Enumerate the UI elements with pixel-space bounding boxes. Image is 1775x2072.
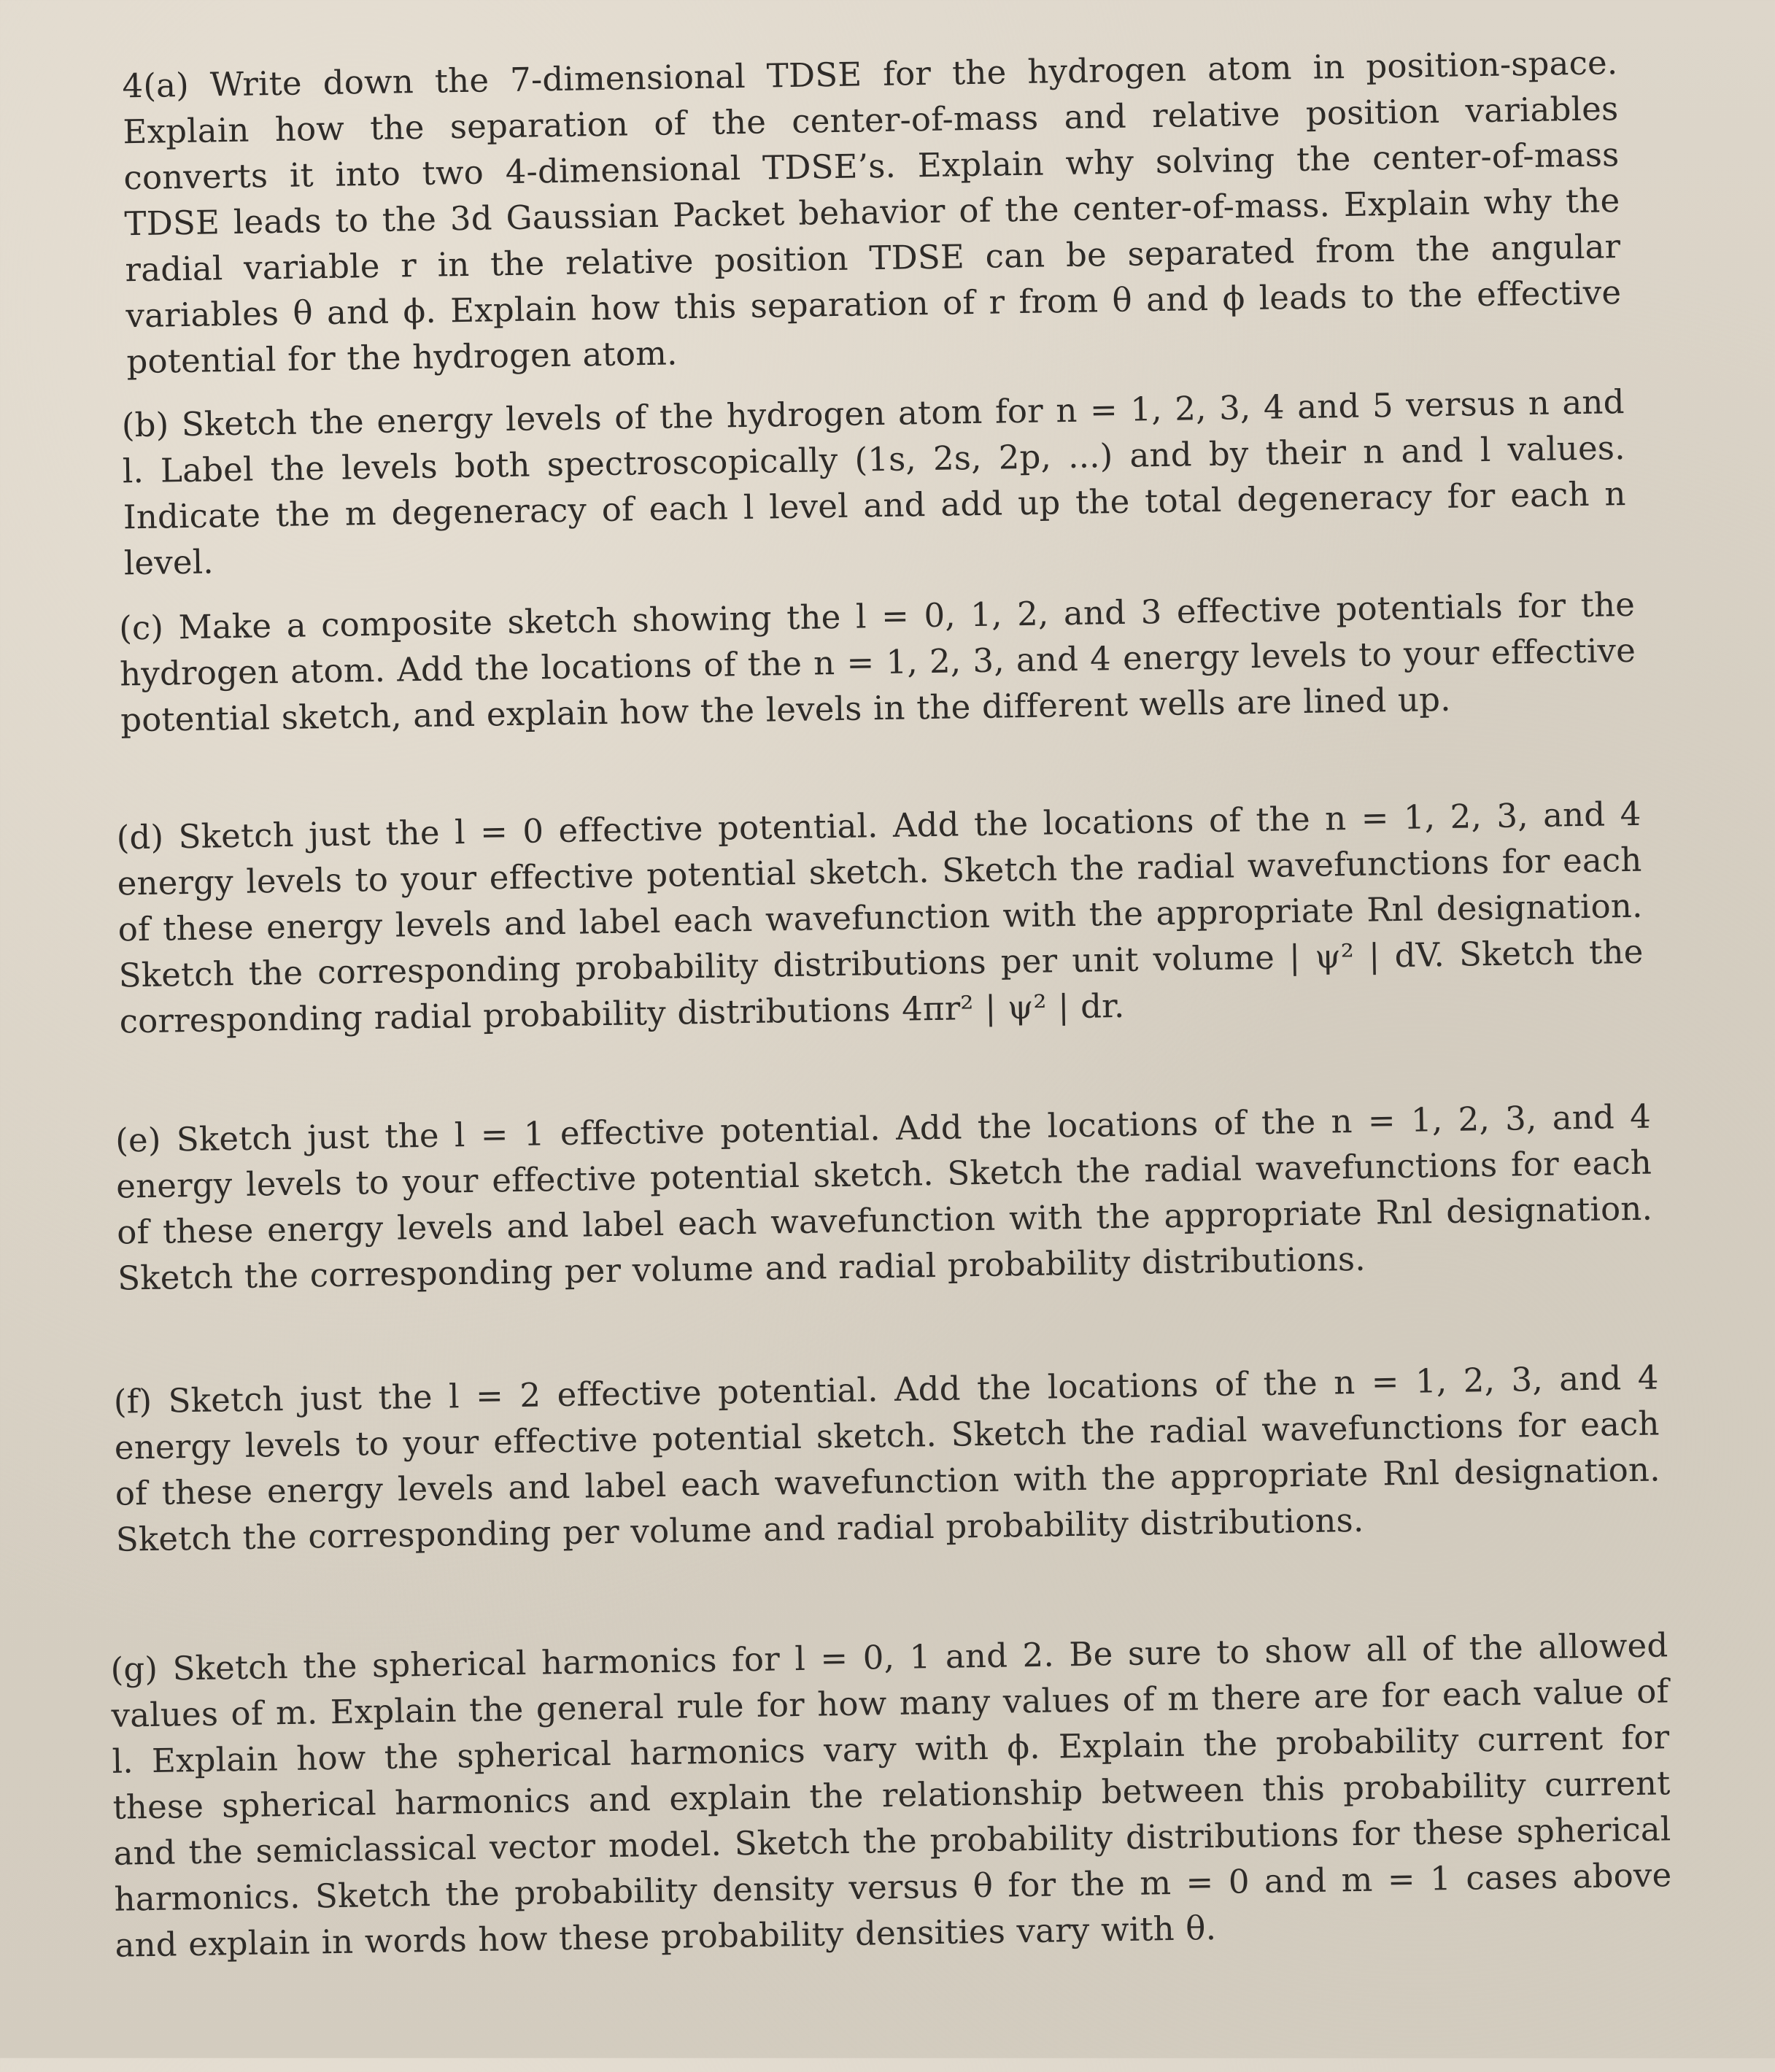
problem-4a: 4(a) Write down the 7-dimensional TDSE for the hydrogen atom in position-space. Explain how the separation of the center-of-mass and relative position variables converts it into two 4-dimensional TDSE’s. Explain why solving the center-of-mass TDSE leads to the 3d Gaussian Packet behavior of the center-of-mass. Explain why the radial variable r in the relative position TDSE can be separated from the angular variables θ and ϕ. Explain how this separation of r from θ and ϕ leads to the effective potential for the hydrogen atom. [122,43,1622,382]
problem-4f: (f) Sketch just the l = 2 effective potential. Add the locations of the n = 1, 2, 3, and 4 energy levels to your effective potential sketch. Sketch the radial wavefunctions for each of these energy levels and label each wavefunction with the appropriate Rnl designation. Sketch the corresponding per volume and radial probability distributions. [113,1358,1661,1559]
problem-4d: (d) Sketch just the l = 0 effective potential. Add the locations of the n = 1, 2, 3, and 4 energy levels to your effective potential sketch. Sketch the radial wavefunctions for each of these energy levels and label each wavefunction with the appropriate Rnl designation. Sketch the corresponding probability distributions per unit volume | ψ² | dV. Sketch the corresponding radial probability distributions 4πr² | ψ² | dr. [116,794,1644,1041]
problem-4g: (g) Sketch the spherical harmonics for l = 0, 1 and 2. Be sure to show all of the allowed values of m. Explain the general rule for how many values of m there are for each value of l. Explain how the spherical harmonics vary with ϕ. Explain the probability current for these spherical harmonics and explain the relationship between this probability current and the semiclassical vector model. Sketch the probability distributions for these spherical harmonics. Sketch the probability density versus θ for the m = 0 and m = 1 cases above and explain in words how these probability densities vary with θ. [110,1625,1672,1965]
problem-4b: (b) Sketch the energy levels of the hydrogen atom for n = 1, 2, 3, 4 and 5 versus n and l. Label the levels both spectroscopically (1s, 2s, 2p, ...) and by their n and l values. Indicate the m degeneracy of each l level and add up the total degeneracy for each n level. [121,382,1627,583]
problem-4e: (e) Sketch just the l = 1 effective potential. Add the locations of the n = 1, 2, 3, and 4 energy levels to your effective potential sketch. Sketch the radial wavefunctions for each of these energy levels and label each wavefunction with the appropriate Rnl designation. Sketch the corresponding per volume and radial probability distributions. [115,1097,1653,1298]
problem-4c: (c) Make a composite sketch showing the l = 0, 1, 2, and 3 effective potentials for the hydrogen atom. Add the locations of the n = 1, 2, 3, and 4 energy levels to your effective potential sketch, and explain how the levels in the different wells are lined up. [118,584,1636,740]
